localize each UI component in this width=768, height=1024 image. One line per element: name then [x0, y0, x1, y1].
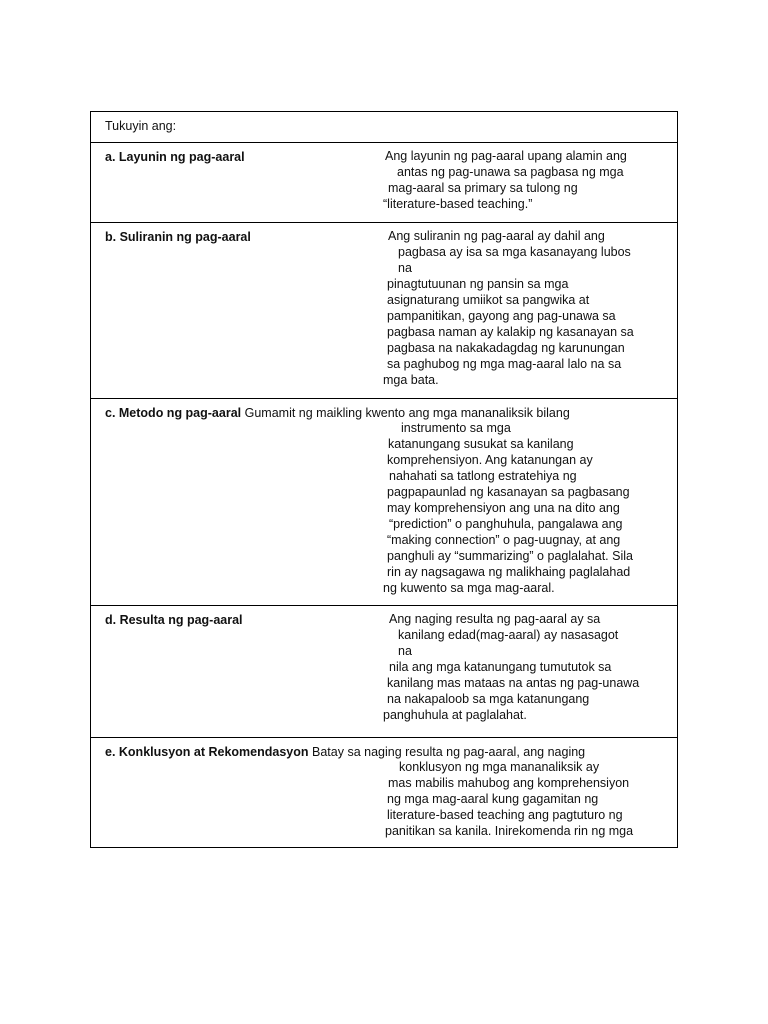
- row-line: ng mga mag-aaral kung gagamitan ng: [387, 792, 599, 806]
- row-line: na: [398, 261, 412, 275]
- row-resulta: [91, 606, 677, 738]
- row-line: “prediction” o panghuhula, pangalawa ang: [389, 517, 623, 531]
- row-line: “literature-based teaching.”: [383, 197, 533, 211]
- table-header-row: [91, 112, 677, 143]
- row-line: komprehensiyon. Ang katanungan ay: [387, 453, 593, 467]
- row-line: pinagtutuunan ng pansin sa mga: [387, 277, 569, 291]
- row-line: pagbasa ay isa sa mga kasanayang lubos: [398, 245, 631, 259]
- row-line: panghuhula at paglalahat.: [383, 708, 527, 722]
- row-line: Ang naging resulta ng pag-aaral ay sa: [389, 612, 601, 626]
- row-line: antas ng pag-unawa sa pagbasa ng mga: [397, 165, 624, 179]
- row-inline-text: Gumamit ng maikling kwento ang mga mananaliksik bilang: [244, 406, 570, 420]
- row-line: Ang suliranin ng pag-aaral ay dahil ang: [388, 229, 605, 243]
- row-konklusyon: [91, 738, 677, 847]
- row-line: pagbasa na nakakadagdag ng karunungan: [387, 341, 625, 355]
- row-line: mas mabilis mahubog ang komprehensiyon: [388, 776, 630, 790]
- row-line: asignaturang umiikot sa pangwika at: [387, 293, 590, 307]
- row-line: literature-based teaching ang pagtuturo ng: [387, 808, 623, 822]
- row-line: mga bata.: [383, 373, 439, 387]
- row-inline-text: Batay sa naging resulta ng pag-aaral, ang naging: [312, 745, 586, 759]
- row-line: nila ang mga katanungang tumututok sa: [389, 660, 612, 674]
- row-line: na nakapaloob sa mga katanungang: [387, 692, 590, 706]
- row-line: na: [398, 644, 412, 658]
- row-label-layunin: a. Layunin ng pag-aaral: [105, 150, 245, 164]
- row-line: pampanitikan, gayong ang pag-unawa sa: [387, 309, 616, 323]
- row-line: mag-aaral sa primary sa tulong ng: [388, 181, 578, 195]
- row-line: “making connection” o pag-uugnay, at ang: [387, 533, 621, 547]
- row-suliranin: [91, 223, 677, 399]
- row-layunin: [91, 143, 677, 223]
- row-label-konklusyon: [105, 745, 585, 759]
- row-line: may komprehensiyon ang una na dito ang: [387, 501, 620, 515]
- row-line: panitikan sa kanila. Inirekomenda rin ng mga: [385, 824, 634, 838]
- row-label-konklusyon-text: e. Konklusyon at Rekomendasyon: [105, 745, 309, 759]
- row-label-suliranin: b. Suliranin ng pag-aaral: [105, 230, 251, 244]
- row-line: nahahati sa tatlong estratehiya ng: [389, 469, 577, 483]
- row-metodo: [91, 399, 677, 606]
- header-text: Tukuyin ang:: [105, 119, 177, 133]
- row-line: kanilang mas mataas na antas ng pag-unawa: [387, 676, 640, 690]
- row-line: rin ay nagsagawa ng malikhaing paglalahad: [387, 565, 631, 579]
- row-line: Ang layunin ng pag-aaral upang alamin ang: [385, 149, 627, 163]
- row-line: katanungang susukat sa kanilang: [388, 437, 574, 451]
- row-label-metodo: [105, 406, 570, 420]
- row-line: ng kuwento sa mga mag-aaral.: [383, 581, 555, 595]
- row-label-metodo-text: c. Metodo ng pag-aaral: [105, 406, 242, 420]
- row-line: panghuli ay “summarizing” o paglalahat. Sila: [387, 549, 633, 563]
- row-line: kanilang edad(mag-aaral) ay nasasagot: [398, 628, 619, 642]
- document-table: [90, 111, 678, 848]
- row-line: konklusyon ng mga mananaliksik ay: [399, 760, 600, 774]
- row-label-resulta: d. Resulta ng pag-aaral: [105, 613, 243, 627]
- row-line: pagpapaunlad ng kasanayan sa pagbasang: [387, 485, 630, 499]
- row-line: pagbasa naman ay kalakip ng kasanayan sa: [387, 325, 634, 339]
- row-line: sa paghubog ng mga mag-aaral lalo na sa: [387, 357, 622, 371]
- row-line: instrumento sa mga: [401, 421, 511, 435]
